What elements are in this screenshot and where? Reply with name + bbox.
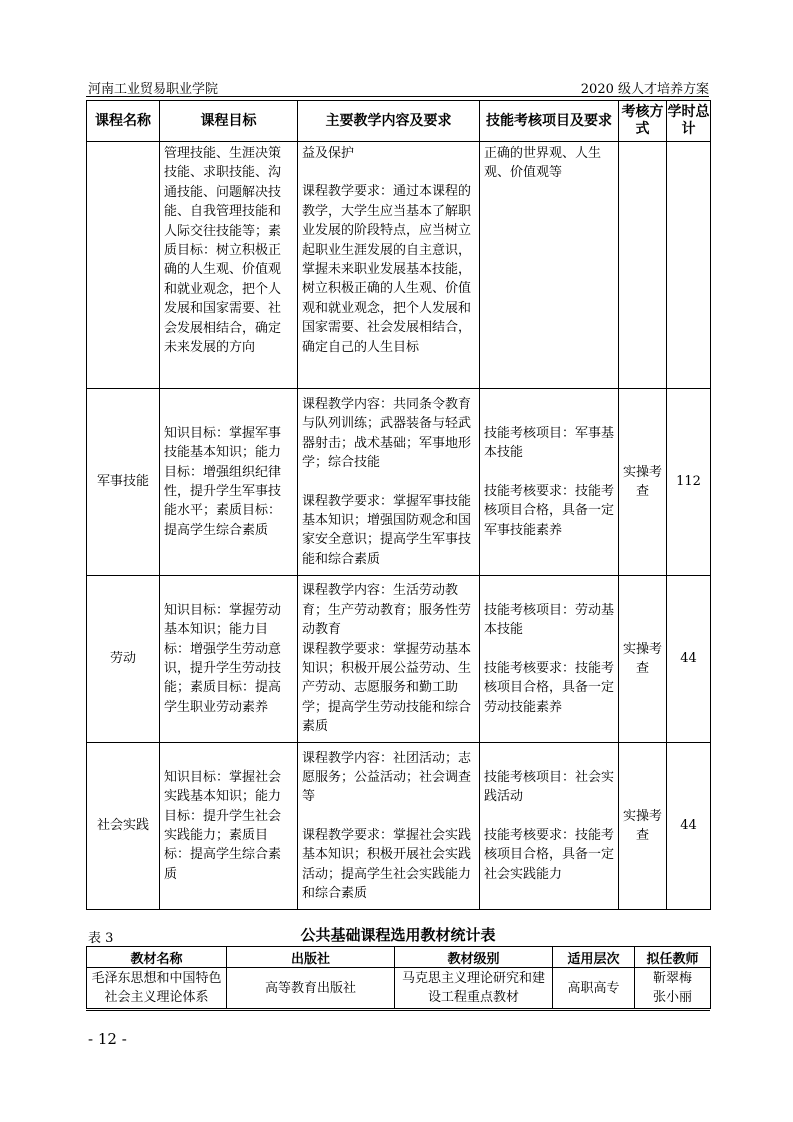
course-goal-cell	[160, 576, 298, 743]
goal-text: 知识目标：掌握劳动基本知识；能力目标：增强学生劳动意识，提升学生劳动技能；素质目标：提高学生职业劳动素养	[164, 602, 282, 715]
header-school-name: 河南工业贸易职业学院	[88, 82, 219, 97]
table-row	[87, 743, 711, 910]
skill-cell	[480, 142, 619, 389]
skill-cell	[480, 389, 619, 576]
hours-cell: 44	[667, 743, 711, 910]
textbook-table	[86, 946, 711, 1009]
paragraph-gap	[302, 473, 475, 492]
col-header-course-goal: 课程目标	[160, 101, 298, 142]
skill-cell	[480, 576, 619, 743]
header-rule	[86, 96, 709, 97]
content-cell	[298, 389, 480, 576]
book-level-cell: 马克思主义理论研究和建设工程重点教材	[395, 968, 553, 1009]
hours-cell: 112	[667, 389, 711, 576]
col-header-book-name: 教材名称	[87, 947, 227, 968]
course-name-cell	[87, 142, 160, 389]
method-cell: 实操考查	[619, 389, 667, 576]
table-row	[87, 142, 711, 389]
content-cell	[298, 142, 480, 389]
teacher-cell	[635, 968, 711, 1009]
paragraph-gap	[484, 463, 614, 482]
col-header-teacher: 拟任教师	[635, 947, 711, 968]
paragraph-gap	[302, 807, 475, 826]
skill-item-text: 技能考核项目：劳动基本技能	[484, 602, 615, 638]
teacher-name: 张小丽	[652, 990, 692, 1005]
requirement-text: 课程教学要求：掌握劳动基本知识；积极开展公益劳动、生产劳动、志愿服务和勤工助学；提高学生劳动技能和综合素质	[302, 641, 472, 735]
method-cell	[619, 142, 667, 389]
table3-label: 表 3	[88, 931, 114, 946]
col-header-publisher: 出版社	[227, 947, 395, 968]
paragraph-gap	[484, 807, 614, 826]
content-cell	[298, 576, 480, 743]
skill-item-text: 技能考核项目：军事基本技能	[484, 425, 615, 461]
table-row	[87, 389, 711, 576]
requirement-text: 课程教学要求：掌握军事技能基本知识；增强国防观念和国家安全意识；提高学生军事技能和综合素质	[302, 493, 472, 567]
table-header-row	[87, 101, 711, 142]
course-goal-cell	[160, 142, 298, 389]
skill-text: 正确的世界观、人生观、价值观等	[484, 146, 602, 181]
curriculum-table	[86, 100, 711, 910]
publisher-cell: 高等教育出版社	[227, 968, 395, 1009]
page-number: - 12 -	[88, 1030, 127, 1048]
col-header-tier: 适用层次	[553, 947, 635, 968]
content-text: 课程教学内容：共同条令教育与队列训练；武器装备与轻武器射击；战术基础；军事地形学；综合技能	[302, 396, 472, 471]
table3-title: 公共基础课程选用教材统计表	[300, 926, 496, 944]
skill-cell	[480, 743, 619, 910]
content-text: 课程教学内容：社团活动；志愿服务；公益活动；社会调查等	[302, 750, 472, 805]
course-name-cell: 社会实践	[87, 743, 160, 910]
paragraph-gap	[302, 163, 475, 182]
col-header-hours: 学时总计	[667, 101, 711, 142]
skill-requirement-text: 技能考核要求：技能考核项目合格，具备一定军事技能素养	[484, 483, 615, 538]
course-name-cell: 劳动	[87, 576, 160, 743]
hours-cell: 44	[667, 576, 711, 743]
goal-text: 知识目标：掌握军事技能基本知识；能力目标：增强组织纪律性，提升学生军事技能水平；素质目标：提高学生综合素质	[164, 425, 282, 538]
requirement-text: 课程教学要求：通过本课程的教学，大学生应当基本了解职业发展的阶段特点，应当树立起职业生涯发展的自主意识，掌握未来职业发展基本技能，树立积极正确的人生观、价值观和就业观念，把个人发展和国家需要、社会发展相结合，确定自己的人生目标	[302, 184, 472, 355]
table-row	[87, 968, 711, 1009]
teacher-name: 靳翠梅	[652, 971, 692, 986]
col-header-course-name: 课程名称	[87, 101, 160, 142]
goal-text: 知识目标：掌握社会实践基本知识；能力目标：提升学生社会实践能力；素质目标：提高学生综合素质	[164, 769, 282, 882]
hours-cell	[667, 142, 711, 389]
tier-cell: 高职高专	[553, 968, 635, 1009]
content-text: 益及保护	[302, 146, 355, 161]
course-goal-cell	[160, 743, 298, 910]
col-header-content: 主要教学内容及要求	[298, 101, 480, 142]
book-name-cell: 毛泽东思想和中国特色社会主义理论体系	[87, 968, 227, 1009]
method-cell: 实操考查	[619, 576, 667, 743]
goal-text: 管理技能、生涯决策技能、求职技能、沟通技能、问题解决技能、自我管理技能和人际交往技能等；素质目标：树立积极正确的人生观、价值观和就业观念，把个人发展和国家需要、社会发展相结合，确定未来发展的方向	[164, 146, 282, 356]
skill-item-text: 技能考核项目：社会实践活动	[484, 769, 615, 805]
paragraph-gap	[484, 640, 614, 659]
footer-rule	[86, 1010, 710, 1011]
col-header-method: 考核方式	[619, 101, 667, 142]
table-row	[87, 576, 711, 743]
header-doc-title: 2020 级人才培养方案	[580, 82, 709, 97]
skill-requirement-text: 技能考核要求：技能考核项目合格，具备一定社会实践能力	[484, 827, 615, 882]
course-goal-cell	[160, 389, 298, 576]
course-name-cell: 军事技能	[87, 389, 160, 576]
col-header-book-level: 教材级别	[395, 947, 553, 968]
content-cell	[298, 743, 480, 910]
requirement-text: 课程教学要求：掌握社会实践基本知识；积极开展社会实践活动；提高学生社会实践能力和综合素质	[302, 827, 472, 902]
table-header-row	[87, 947, 711, 968]
col-header-skill: 技能考核项目及要求	[480, 101, 619, 142]
skill-requirement-text: 技能考核要求：技能考核项目合格，具备一定劳动技能素养	[484, 660, 615, 715]
content-text: 课程教学内容：生活劳动教育；生产劳动教育；服务性劳动教育	[302, 583, 472, 638]
method-cell: 实操考查	[619, 743, 667, 910]
